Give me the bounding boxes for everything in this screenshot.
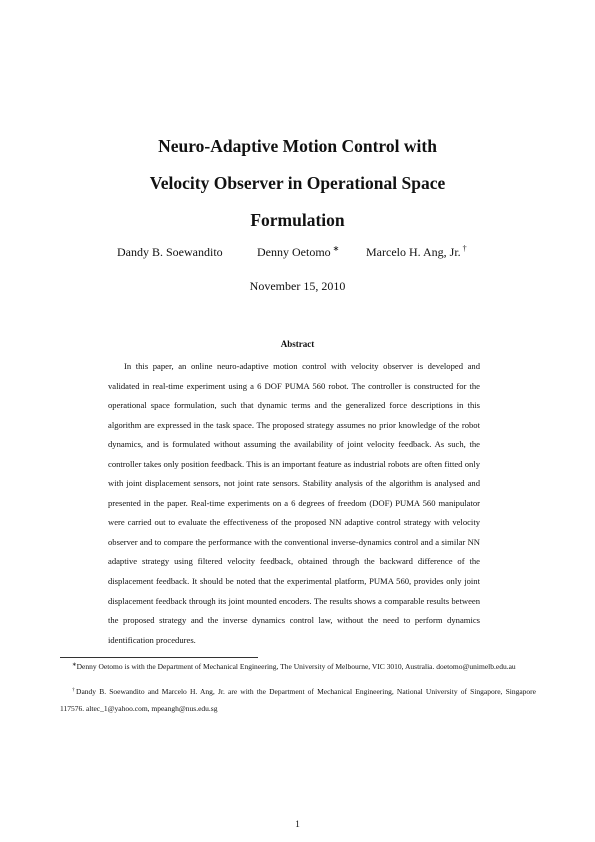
title-line: Neuro-Adaptive Motion Control with	[158, 136, 437, 156]
author-name: Marcelo H. Ang, Jr.	[366, 245, 461, 259]
footnote-text: Dandy B. Soewandito and Marcelo H. Ang, Jr. are with the Department of Mechanical Engineering, National University of Singapore, Singapore 117576. altec_1@yahoo.com, mpeangh@nus.edu.sg	[60, 687, 537, 713]
abstract-body: In this paper, an online neuro-adaptive motion control with velocity observer is developed and validated in real-time experiment using a 6 DOF PUMA 560 robot. The controller is constructed for the operational space formulation, such that dynamic terms and the generalized force descriptions in this algorithm are expressed in the task space. The proposed strategy assumes no prior knowledge of the robot dynamics, and is formulated without assuming the availability of joint velocity feedback. As such, the controller takes only position feedback. This is an important feature as industrial robots are often fitted only with joint displacement sensors, not joint rate sensors. Stability analysis of the algorithm is analysed and presented in the paper. Real-time experiments on a 6 degrees of freedom (DOF) PUMA 560 manipulator were carried out to evaluate the effectiveness of the proposed NN adaptive control strategy with velocity observer and to compare the performance with the conventional inverse-dynamics control and a similar NN adaptive strategy using filtered velocity feedback, obtained through the backward difference of the displacement feedback. It should be noted that the experimental platform, PUMA 560, provides only joint displacement feedback through its joint mounted encoders. The results shows a comparable results between the proposed strategy and the inverse dynamics control law, without the need to perform dynamics identification procedures.	[108, 361, 480, 645]
title-line: Velocity Observer in Operational Space	[149, 173, 446, 193]
author-name: Dandy B. Soewandito	[117, 245, 223, 259]
footnote-text: Denny Oetomo is with the Department of Mechanical Engineering, The University of Melbourne, VIC 3010, Australia. doetomo@unimelb.edu.au	[76, 662, 516, 671]
author	[366, 244, 467, 260]
author-footnote-mark: †	[462, 244, 467, 253]
title-line: Formulation	[250, 210, 345, 230]
footnote-mark: †	[72, 687, 77, 693]
abstract-heading: Abstract	[280, 339, 315, 349]
paper-title	[60, 128, 535, 239]
footnote-mark: ∗	[72, 662, 77, 668]
page-number: 1	[295, 820, 300, 830]
footnote	[60, 682, 536, 717]
author-list	[0, 244, 595, 260]
author	[257, 244, 339, 260]
author	[117, 244, 225, 260]
footnote	[60, 657, 536, 676]
publication-date: November 15, 2010	[249, 279, 346, 293]
author-name: Denny Oetomo	[257, 245, 331, 259]
author-footnote-mark: ∗	[332, 244, 340, 253]
